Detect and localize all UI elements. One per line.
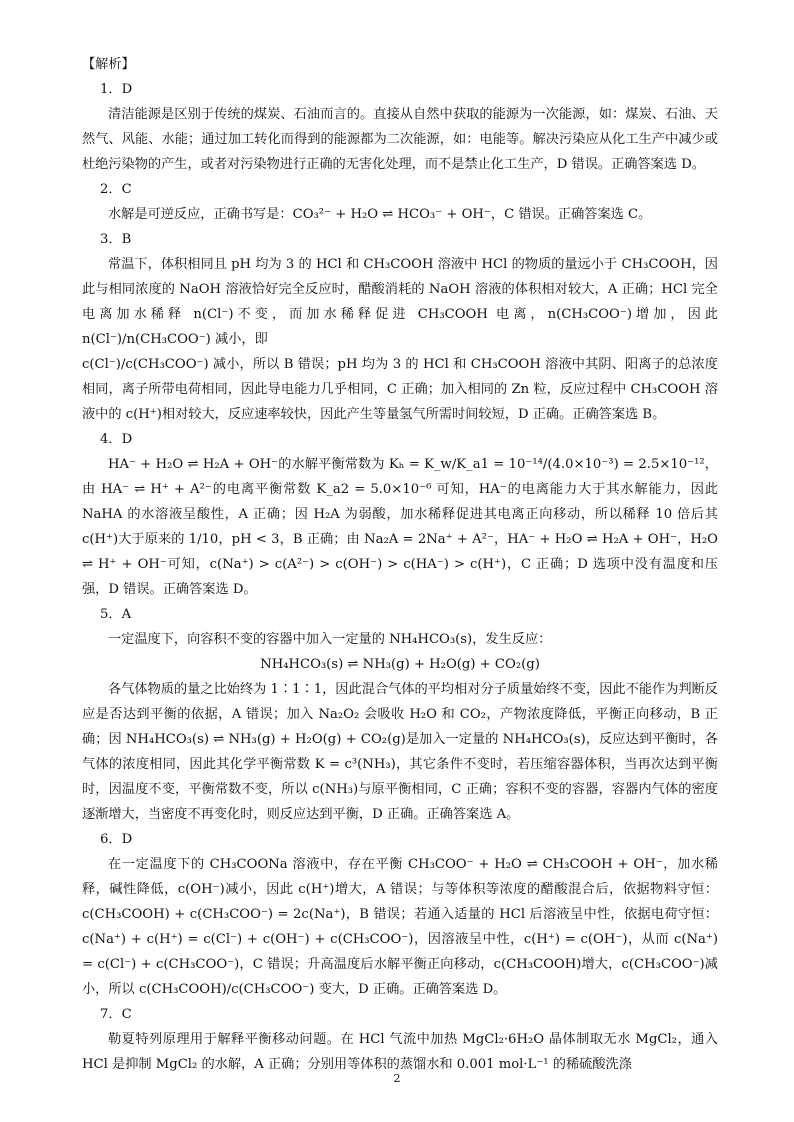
explanation-paragraph: c(Cl⁻)/c(CH₃COO⁻) 减小，所以 B 错误；pH 均为 3 的 HCl 和 CH₃COOH 溶液中其阴、阳离子的总浓度相同，离子所带电荷相同，因此导电能力几乎相同，C 正确；加入相同的 Zn 粒，反应过程中 CH₃COOH 溶液中的 c(H⁺)相对较大，反应速率较快，因此产生等量氢气所需时间较短，D 正确。正确答案选 B。	[82, 357, 718, 422]
explanation-paragraph: 清洁能源是区别于传统的煤炭、石油而言的。直接从自然中获取的能源为一次能源，如：煤炭、石油、天然气、风能、水能；通过加工转化而得到的能源都为二次能源，如：电能等。解决污染应从化工生产中减少或杜绝污染物的产生，或者对污染物进行正确的无害化处理，而不是禁止化工生产，D 错误。正确答案选 D。	[82, 107, 718, 172]
question-item	[82, 602, 718, 827]
question-item	[82, 177, 718, 227]
explanation-paragraph: 水解是可逆反应，正确书写是：CO₃²⁻ + H₂O ⇌ HCO₃⁻ + OH⁻，C 错误。正确答案选 C。	[108, 207, 652, 222]
question-item	[82, 827, 718, 1002]
page-number: 2	[393, 1072, 401, 1085]
question-number: 2．C	[100, 182, 132, 197]
question-item	[82, 427, 718, 602]
question-number: 6．D	[100, 832, 133, 847]
question-item	[82, 77, 718, 177]
explanation-paragraph: 各气体物质的量之比始终为 1∶1∶1，因此混合气体的平均相对分子质量始终不变，因此不能作为判断反应是否达到平衡的依据，A 错误；加入 Na₂O₂ 会吸收 H₂O 和 CO₂，产物浓度降低，平衡正向移动，B 正确；因 NH₄HCO₃(s) ⇌ NH₃(g) + H₂O(g) + CO₂(g)是加入一定量的 NH₄HCO₃(s)，反应达到平衡时，各气体的浓度相同，因此其化学平衡常数 K = c³(NH₃)，其它条件不变时，若压缩容器体积，当再次达到平衡时，因温度不变，平衡常数不变，所以 c(NH₃)与原平衡相同，C 正确；容积不变的容器，容器内气体的密度逐渐增大，当密度不再变化时，则反应达到平衡，D 正确。正确答案选 A。	[82, 682, 718, 822]
question-number: 7．C	[100, 1007, 132, 1022]
explanation-paragraph: NH₄HCO₃(s) ⇌ NH₃(g) + H₂O(g) + CO₂(g)	[260, 657, 540, 672]
question-number: 1．D	[100, 82, 133, 97]
question-number: 4．D	[100, 432, 133, 447]
solution-content	[82, 52, 718, 1077]
explanation-paragraph: 一定温度下，向容积不变的容器中加入一定量的 NH₄HCO₃(s)，发生反应：	[108, 632, 552, 647]
explanation-paragraph: 勒夏特列原理用于解释平衡移动问题。在 HCl 气流中加热 MgCl₂·6H₂O 晶体制取无水 MgCl₂，通入 HCl 是抑制 MgCl₂ 的水解，A 正确；分别用等体积的蒸馏水和 0.001 mol·L⁻¹ 的稀硫酸洗涤	[82, 1032, 718, 1072]
question-number: 5．A	[100, 607, 132, 622]
question-number: 3．B	[100, 232, 132, 247]
explanation-paragraph: 常温下，体积相同且 pH 均为 3 的 HCl 和 CH₃COOH 溶液中 HCl 的物质的量远小于 CH₃COOH，因此与相同浓度的 NaOH 溶液恰好完全反应时，醋酸消耗的 NaOH 溶液的体积相对较大，A 正确；HCl 完全电离加水稀释 n(Cl⁻)不变，而加水稀释促进 CH₃COOH 电离，n(CH₃COO⁻)增加，因此 n(Cl⁻)/n(CH₃COO⁻) 减小，即	[82, 257, 718, 347]
explanation-paragraph: HA⁻ + H₂O ⇌ H₂A + OH⁻的水解平衡常数为 Kₕ = K_w/K_a1 = 10⁻¹⁴/(4.0×10⁻³) = 2.5×10⁻¹²，由 HA⁻ ⇌ H⁺ + A²⁻的电离平衡常数 K_a2 = 5.0×10⁻⁶ 可知，HA⁻的电离能力大于其水解能力，因此 NaHA 的水溶液呈酸性，A 正确；因 H₂A 为弱酸，加水稀释促进其电离正向移动，所以稀释 10 倍后其 c(H⁺)大于原来的 1/10，pH < 3，B 正确；由 Na₂A = 2Na⁺ + A²⁻，HA⁻ + H₂O ⇌ H₂A + OH⁻，H₂O ⇌ H⁺ + OH⁻可知，c(Na⁺) > c(A²⁻) > c(OH⁻) > c(HA⁻) > c(H⁺)，C 正确；D 选项中没有温度和压强，D 错误。正确答案选 D。	[82, 457, 718, 597]
question-item	[82, 227, 718, 427]
question-list	[82, 77, 718, 1077]
section-heading: 【解析】	[82, 57, 135, 72]
explanation-paragraph: 在一定温度下的 CH₃COONa 溶液中，存在平衡 CH₃COO⁻ + H₂O ⇌ CH₃COOH + OH⁻，加水稀释，碱性降低，c(OH⁻)减小，因此 c(H⁺)增大，A 错误；与等体积等浓度的醋酸混合后，依据物料守恒：c(CH₃COOH) + c(CH₃COO⁻) = 2c(Na⁺)，B 错误；若通入适量的 HCl 后溶液呈中性，依据电荷守恒：c(Na⁺) + c(H⁺) = c(Cl⁻) + c(OH⁻) + c(CH₃COO⁻)，因溶液呈中性，c(H⁺) = c(OH⁻)，从而 c(Na⁺) = c(Cl⁻) + c(CH₃COO⁻)，C 错误；升高温度后水解平衡正向移动，c(CH₃COOH)增大，c(CH₃COO⁻)减小，所以 c(CH₃COOH)/c(CH₃COO⁻) 变大，D 正确。正确答案选 D。	[82, 857, 718, 997]
